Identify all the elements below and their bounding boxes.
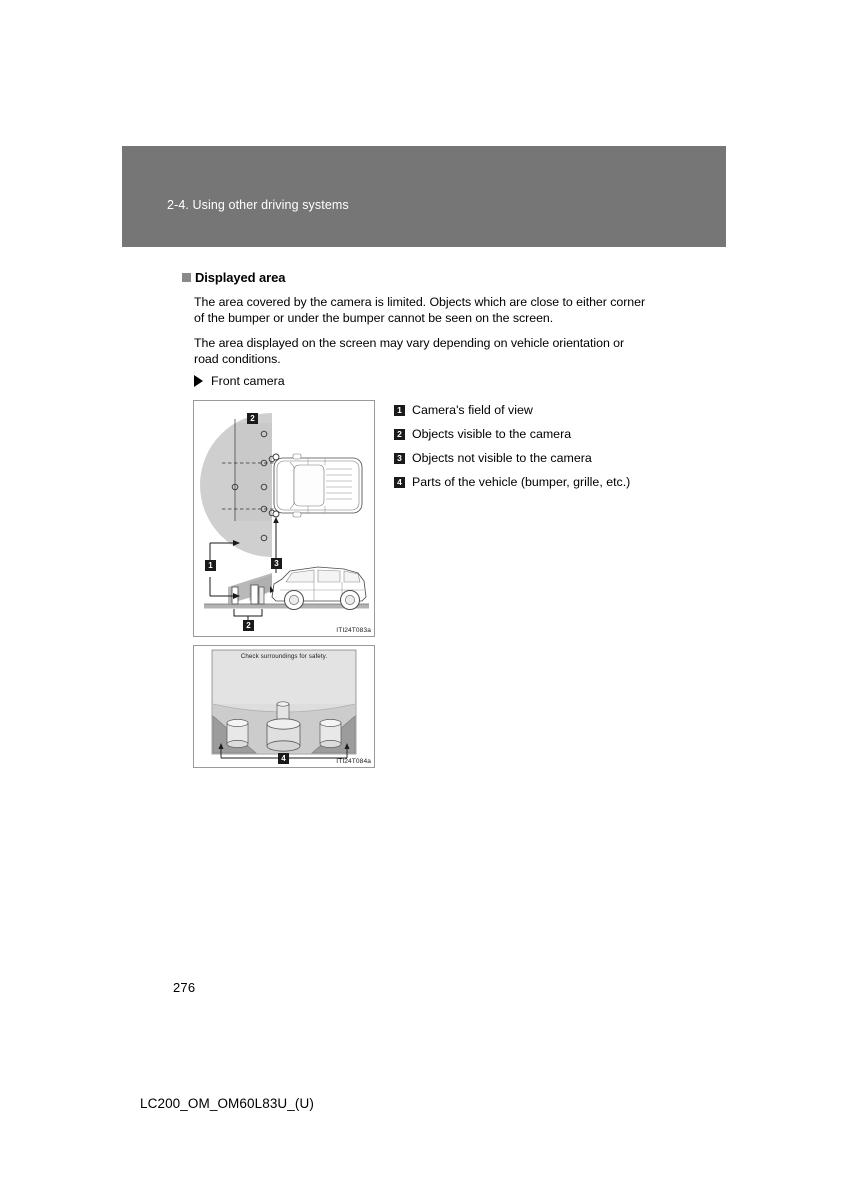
document-footer-code: LC200_OM_OM60L83U_(U) <box>140 1096 314 1111</box>
figure-code-top: ITI24T083a <box>336 627 371 634</box>
figure-front-camera-screen <box>193 645 375 768</box>
legend-item <box>394 426 650 443</box>
section-heading <box>182 270 285 285</box>
subsection-heading <box>194 374 285 388</box>
figure-code-bottom: ITI24T084a <box>336 758 371 765</box>
legend-number-badge: 4 <box>394 477 405 488</box>
chapter-header-title: 2-4. Using other driving systems <box>167 198 349 212</box>
legend-item <box>394 450 650 467</box>
figure-callout-3: 3 <box>271 558 282 569</box>
body-paragraph-1: The area covered by the camera is limited. Objects which are close to either corner of the bumper or under the bumper cannot be seen on the screen. <box>194 295 646 326</box>
page-number: 276 <box>173 980 196 995</box>
figure-callout-1: 1 <box>205 560 216 571</box>
legend-item-label: Objects visible to the camera <box>412 427 572 441</box>
camera-screen-illustration <box>194 646 374 767</box>
legend-number-badge: 1 <box>394 405 405 416</box>
legend-item <box>394 474 650 491</box>
square-bullet-icon <box>182 273 191 282</box>
screen-warning-text: Check surroundings for safety. <box>240 653 328 660</box>
figure-callout-2-top: 2 <box>247 413 258 424</box>
front-camera-coverage-illustration <box>194 401 374 636</box>
chapter-header-band <box>122 146 726 247</box>
legend-list <box>394 402 650 498</box>
legend-number-badge: 2 <box>394 429 405 440</box>
triangle-marker-icon <box>194 375 203 387</box>
section-heading-text: Displayed area <box>195 270 286 285</box>
figure-front-camera-coverage <box>193 400 375 637</box>
figure-callout-2-bottom: 2 <box>243 620 254 631</box>
figure-callout-4: 4 <box>278 753 289 764</box>
body-paragraph-2: The area displayed on the screen may vary depending on vehicle orientation or road conditions. <box>194 336 625 367</box>
legend-item-label: Camera's field of view <box>412 403 533 417</box>
legend-item-label: Objects not visible to the camera <box>412 451 592 465</box>
legend-item <box>394 402 650 419</box>
subsection-heading-text: Front camera <box>211 374 285 388</box>
legend-item-label: Parts of the vehicle (bumper, grille, etc.) <box>412 475 631 489</box>
legend-number-badge: 3 <box>394 453 405 464</box>
